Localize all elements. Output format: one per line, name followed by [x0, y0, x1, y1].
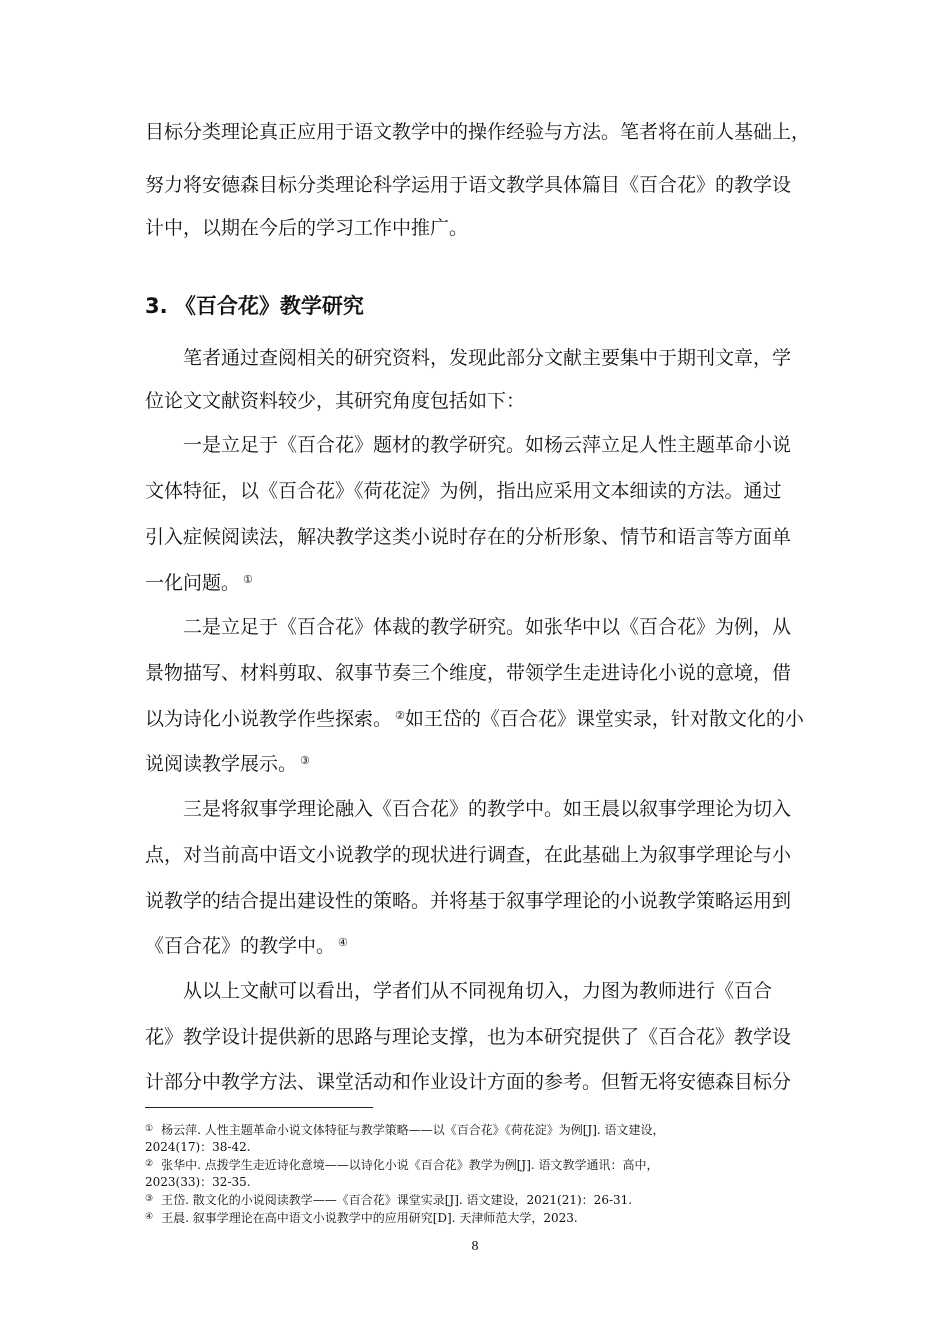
paragraph-line: 三是将叙事学理论融入《百合花》的教学中。如王晨以叙事学理论为切入: [183, 798, 792, 820]
paragraph-line: 景物描写、材料剪取、叙事节奏三个维度，带领学生走进诗化小说的意境，借: [145, 662, 792, 684]
paragraph-text: 以为诗化小说教学作些探索。: [145, 708, 393, 730]
footnote-mark: ②: [145, 1159, 154, 1169]
section-heading: 3. 《百合花》教学研究: [145, 294, 364, 318]
paragraph-line: 笔者通过查阅相关的研究资料，发现此部分文献主要集中于期刊文章，学: [183, 347, 792, 369]
footnote-text: 王晨. 叙事学理论在高中语文小说教学中的应用研究[D]. 天津师范大学，2023.: [161, 1211, 578, 1225]
footnote-4: [145, 1209, 578, 1226]
footnote-ref-2[interactable]: ②: [395, 709, 405, 722]
footnote-text: 杨云萍. 人性主题革命小说文体特征与教学策略——以《百合花》《荷花淀》为例[J]. 语文建设，: [161, 1123, 665, 1137]
paragraph-text: 一化问题。: [145, 572, 241, 594]
footnote-1: [145, 1121, 665, 1138]
paragraph-line: [145, 704, 804, 731]
intro-line: 计中，以期在今后的学习工作中推广。: [145, 217, 469, 239]
paragraph-line: 计部分中教学方法、课堂活动和作业设计方面的参考。但暂无将安德森目标分: [145, 1071, 792, 1093]
paragraph-line: 花》教学设计提供新的思路与理论支撑，也为本研究提供了《百合花》教学设: [145, 1026, 792, 1048]
paragraph-text: 如王岱的《百合花》课堂实录，针对散文化的小: [404, 708, 804, 730]
footnote-mark: ①: [145, 1124, 154, 1134]
footnote-2-continuation: 2023(33)：32-35.: [145, 1175, 251, 1189]
paragraph-line: [145, 749, 310, 776]
paragraph-line: 说教学的结合提出建设性的策略。并将基于叙事学理论的小说教学策略运用到: [145, 890, 792, 912]
paragraph-line: 一是立足于《百合花》题材的教学研究。如杨云萍立足人性主题革命小说: [183, 434, 792, 456]
footnote-ref-4[interactable]: ④: [338, 936, 348, 949]
intro-line: 目标分类理论真正应用于语文教学中的操作经验与方法。笔者将在前人基础上，: [145, 121, 811, 143]
paragraph-line: [145, 931, 348, 958]
paragraph-line: 文体特征，以《百合花》《荷花淀》为例，指出应采用文本细读的方法。通过: [145, 480, 782, 502]
footnote-mark: ④: [145, 1212, 154, 1222]
paragraph-line: 二是立足于《百合花》体裁的教学研究。如张华中以《百合花》为例，从: [183, 616, 792, 638]
footnote-separator: [145, 1107, 373, 1108]
footnote-text: 王岱. 散文化的小说阅读教学——《百合花》课堂实录[J]. 语文建设，2021(21)：26-31.: [161, 1193, 633, 1207]
paragraph-line: 引入症候阅读法，解决教学这类小说时存在的分析形象、情节和语言等方面单: [145, 526, 792, 548]
paragraph-text: 说阅读教学展示。: [145, 753, 298, 775]
footnote-3: [145, 1191, 632, 1208]
footnote-text: 张华中. 点拨学生走近诗化意境——以诗化小说《百合花》教学为例[J]. 语文教学通讯：高中，: [161, 1158, 659, 1172]
paragraph-line: 位论文文献资料较少，其研究角度包括如下：: [145, 390, 526, 412]
footnote-1-continuation: 2024(17)：38-42.: [145, 1140, 251, 1154]
paragraph-line: [145, 568, 253, 595]
paragraph-line: 从以上文献可以看出，学者们从不同视角切入，力图为教师进行《百合: [183, 980, 773, 1002]
intro-line: 努力将安德森目标分类理论科学运用于语文教学具体篇目《百合花》的教学设: [145, 174, 792, 196]
footnote-mark: ③: [145, 1194, 154, 1204]
page-number: 8: [471, 1239, 479, 1254]
footnote-ref-3[interactable]: ③: [300, 754, 310, 767]
footnote-ref-1[interactable]: ①: [243, 573, 253, 586]
paragraph-line: 点，对当前高中语文小说教学的现状进行调查，在此基础上为叙事学理论与小: [145, 844, 792, 866]
paragraph-text: 《百合花》的教学中。: [145, 935, 336, 957]
footnote-2: [145, 1156, 659, 1173]
